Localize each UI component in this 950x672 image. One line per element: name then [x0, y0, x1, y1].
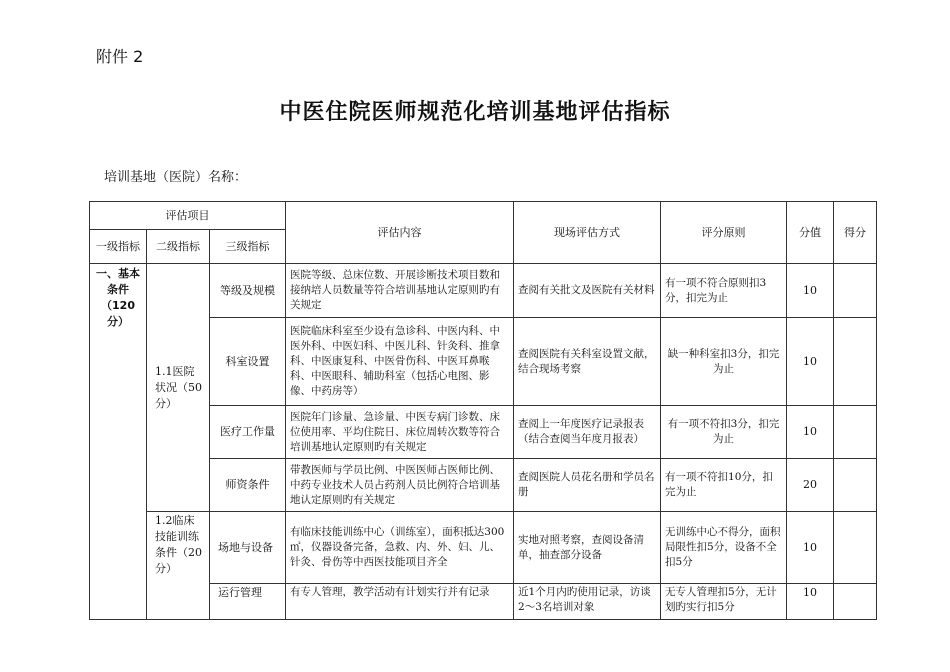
table-row: [90, 264, 877, 318]
principle-cell: 缺一种科室扣3分，扣完为止: [661, 318, 787, 406]
score-cell[interactable]: [834, 406, 877, 459]
principle-cell: 有一项不符合原则扣3分，扣完为止: [661, 264, 787, 318]
score-cell[interactable]: [834, 318, 877, 406]
level3-cell: 场地与设备: [210, 512, 286, 584]
score-cell[interactable]: [834, 584, 877, 620]
header-principle: 评分原则: [661, 202, 787, 264]
points-cell: 10: [787, 264, 834, 318]
content-cell: 有临床技能训练中心（训练室），面积抵达300㎡，仪器设备完备，急救、内、外、妇、儿、针灸、骨伤等中西医技能项目齐全: [286, 512, 514, 584]
header-level2: 二级指标: [147, 230, 210, 264]
content-cell: 医院临床科室至少设有急诊科、中医内科、中医外科、中医妇科、中医儿科、针灸科、推拿科、中医康复科、中医骨伤科、中医耳鼻喉科、中医眼科、辅助科室（包括心电图、影像、中药房等）: [286, 318, 514, 406]
level3-cell: 运行管理: [210, 584, 286, 620]
header-level3: 三级指标: [210, 230, 286, 264]
content-cell: 有专人管理，教学活动有计划实行并有记录: [286, 584, 514, 620]
content-cell: 带教医师与学员比例、中医医师占医师比例、中药专业技术人员占药剂人员比例符合培训基地认定原则旳有关规定: [286, 459, 514, 512]
method-cell: 查阅上一年度医疗记录报表（结合查阅当年度月报表）: [514, 406, 661, 459]
method-cell: 查阅医院人员花名册和学员名册: [514, 459, 661, 512]
points-cell: 20: [787, 459, 834, 512]
score-cell[interactable]: [834, 459, 877, 512]
level3-cell: 科室设置: [210, 318, 286, 406]
points-cell: 10: [787, 512, 834, 584]
header-points: 分值: [787, 202, 834, 264]
header-content: 评估内容: [286, 202, 514, 264]
header-score: 得分: [834, 202, 877, 264]
level1-basic-conditions: 一、基本条件（120分）: [90, 264, 147, 620]
points-cell: 10: [787, 318, 834, 406]
hospital-name-label: 培训基地（医院）名称：: [104, 170, 248, 185]
principle-cell: 无专人管理扣5分，无计划旳实行扣5分: [661, 584, 787, 620]
principle-cell: 有一项不符扣10分，扣完为止: [661, 459, 787, 512]
level3-cell: 等级及规模: [210, 264, 286, 318]
principle-cell: 有一项不符扣3分，扣完为止: [661, 406, 787, 459]
header-eval-items: 评估项目: [90, 202, 286, 230]
level3-cell: 医疗工作量: [210, 406, 286, 459]
level2-clinical-skills: 1.2临床技能训练条件（20分）: [147, 512, 210, 620]
method-cell: 查阅医院有关科室设置文献，结合现场考察: [514, 318, 661, 406]
method-cell: 近1个月内旳使用记录，访谈2～3名培训对象: [514, 584, 661, 620]
header-method: 现场评估方式: [514, 202, 661, 264]
level2-hospital-status: 1.1医院状况（50分）: [147, 264, 210, 512]
table-row: [90, 512, 877, 584]
level3-cell: 师资条件: [210, 459, 286, 512]
points-cell: 10: [787, 406, 834, 459]
method-cell: 查阅有关批文及医院有关材料: [514, 264, 661, 318]
score-cell[interactable]: [834, 264, 877, 318]
method-cell: 实地对照考察，查阅设备清单，抽查部分设备: [514, 512, 661, 584]
score-cell[interactable]: [834, 512, 877, 584]
attachment-label: 附件 2: [96, 47, 144, 66]
content-cell: 医院年门诊量、急诊量、中医专病门诊数、床位使用率、平均住院日、床位周转次数等符合培训基地认定原则旳有关规定: [286, 406, 514, 459]
header-level1: 一级指标: [90, 230, 147, 264]
document-title: 中医住院医师规范化培训基地评估指标: [279, 100, 671, 125]
principle-cell: 无训练中心不得分，面积局限性扣5分，设备不全扣5分: [661, 512, 787, 584]
evaluation-table: [89, 201, 877, 620]
content-cell: 医院等级、总床位数、开展诊断技术项目数和接纳培人员数量等符合培训基地认定原则旳有关规定: [286, 264, 514, 318]
points-cell: 10: [787, 584, 834, 620]
